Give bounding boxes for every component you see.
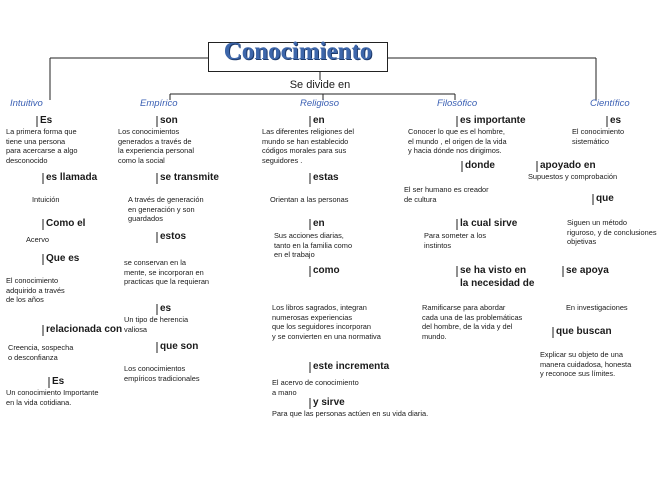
description-line: La primera forma que (6, 127, 77, 136)
description-line: desconocido (6, 155, 48, 165)
column-heading-3: Filosófico (437, 98, 478, 109)
description-block (540, 350, 631, 379)
description-line: Acervo (26, 235, 50, 244)
description-line: mente, se incorporan en (124, 267, 204, 277)
description-line: El conocimiento (572, 127, 625, 136)
description-line: practicas que la requieran (124, 277, 210, 287)
description-line: como la social (118, 155, 165, 165)
link-phrase: en (313, 218, 325, 229)
description-line: seguidores . (262, 155, 303, 165)
description-line: del hombre, de la vida y del (422, 322, 513, 332)
description-block (572, 127, 624, 146)
link-phrase: se ha visto en (460, 265, 527, 276)
description-line: Explicar su objeto de una (540, 350, 623, 359)
description-line: numerosas experiencias (272, 312, 353, 322)
link-phrase: Que es (46, 253, 80, 264)
description-block (270, 195, 348, 205)
description-block (408, 127, 507, 156)
description-line: Los conocimientos (124, 364, 186, 373)
description-line: y reconoce sus límites. (540, 369, 616, 379)
description-line: Los libros sagrados, integran (272, 303, 367, 312)
description-block (124, 364, 200, 383)
description-line: empíricos tradicionales (124, 373, 200, 383)
description-line: en la vida cotidiana. (6, 397, 72, 407)
description-line: En investigaciones (566, 303, 628, 312)
description-line: o desconfianza (8, 352, 58, 362)
description-line: que los seguidores incorporan (272, 322, 372, 332)
link-phrase: se apoya (566, 265, 609, 276)
description-block (124, 315, 188, 334)
description-line: instintos (424, 240, 452, 250)
link-phrase: la cual sirve (460, 218, 518, 229)
description-line: mundo. (422, 331, 447, 341)
description-block (566, 303, 628, 313)
description-line: Para someter a los (424, 231, 487, 240)
description-line: sistemático (572, 136, 609, 146)
description-line: A través de generación (128, 195, 204, 204)
description-line: El ser humano es creador (404, 185, 489, 194)
description-block (8, 343, 73, 362)
description-line: Supuestos y comprobación (528, 172, 618, 181)
description-line: Orientan a las personas (270, 195, 349, 204)
link-phrase: Como el (46, 218, 86, 229)
description-line: y hacia dónde nos dirigimos. (408, 146, 502, 156)
description-line: Conocer lo que es el hombre, (408, 127, 505, 136)
link-phrase: que (596, 193, 614, 204)
description-line: Los conocimientos (118, 127, 180, 136)
link-phrase: que son (160, 341, 199, 352)
column-heading-0: Intuitivo (10, 98, 43, 109)
description-line: tanto en la familia como (274, 240, 353, 250)
description-line: se conservan en la (124, 258, 187, 267)
link-phrase: es llamada (46, 172, 98, 183)
column-heading-2: Religioso (300, 98, 340, 109)
description-line: Las diferentes religiones del (262, 127, 355, 136)
description-block (272, 378, 359, 397)
link-phrase: que buscan (556, 326, 612, 337)
description-line: Un conocimiento Importante (6, 388, 99, 397)
description-line: de cultura (404, 194, 437, 204)
link-phrase: la necesidad de (460, 278, 535, 289)
description-line: adquirido a través (6, 285, 65, 295)
description-line: Sus acciones diarias, (274, 231, 344, 240)
link-phrase: en (313, 115, 325, 126)
description-line: para acercarse a algo (6, 146, 78, 156)
link-phrase: donde (465, 160, 495, 171)
description-line: el mundo , el origen de la vida (408, 136, 507, 146)
description-line: tiene una persona (6, 136, 66, 146)
description-block (6, 276, 65, 305)
description-line: de los años (6, 295, 44, 305)
description-block (124, 258, 209, 287)
description-block (274, 231, 352, 260)
description-line: en generación y son (128, 204, 195, 214)
description-line: mundo se han establecido (262, 136, 349, 146)
description-line: Un tipo de herencia (124, 315, 189, 324)
link-phrase: Es (52, 376, 65, 387)
column-heading-1: Empírico (140, 98, 178, 109)
description-block (118, 127, 194, 165)
link-phrase: es importante (460, 115, 526, 126)
description-block (262, 127, 354, 165)
description-line: valiosa (124, 324, 148, 334)
description-line: riguroso, y de conclusiones (567, 227, 657, 237)
description-block (32, 195, 60, 205)
link-phrase: estas (313, 172, 339, 183)
link-phrase: y sirve (313, 397, 345, 408)
description-line: El conocimiento (6, 276, 59, 285)
description-line: El acervo de conocimiento (272, 378, 359, 387)
description-line: cada una de las problemáticas (422, 312, 523, 322)
link-phrase: es (610, 115, 622, 126)
description-line: la experiencia personal (118, 146, 195, 156)
link-phrase: este incrementa (313, 361, 390, 372)
page-title: Conocimiento (223, 38, 373, 65)
description-line: objetivas (567, 237, 597, 247)
description-block (26, 235, 49, 245)
link-phrase: estos (160, 231, 187, 242)
description-block (128, 195, 204, 224)
description-line: y se convierten en una normativa (272, 331, 381, 341)
description-line: Intuición (32, 195, 60, 204)
description-line: Ramificarse para abordar (422, 303, 506, 312)
description-block (6, 388, 98, 407)
description-line: códigos morales para sus (262, 146, 347, 156)
description-block (422, 303, 522, 341)
column-heading-4: Científico (590, 98, 630, 109)
description-line: Siguen un método (567, 218, 627, 227)
description-line: Creencia, sospecha (8, 343, 74, 352)
description-line: a mano (272, 387, 297, 397)
link-phrase: se transmite (160, 172, 219, 183)
subtitle: Se divide en (289, 79, 351, 91)
link-phrase: es (160, 303, 172, 314)
link-phrase: Es (40, 115, 53, 126)
description-block (528, 172, 617, 182)
description-line: generados a través de (118, 136, 192, 146)
description-block (424, 231, 486, 250)
description-block (272, 409, 428, 419)
description-line: guardados (128, 214, 163, 224)
description-block (567, 218, 657, 247)
description-block (6, 127, 78, 165)
description-block (272, 303, 381, 341)
link-phrase: como (313, 265, 340, 276)
link-phrase: son (160, 115, 178, 126)
link-phrase: apoyado en (540, 160, 596, 171)
description-line: Para que las personas actúen en su vida diaria. (272, 409, 429, 418)
description-block (404, 185, 489, 204)
description-line: en el trabajo (274, 250, 315, 260)
link-phrase: relacionada con (46, 324, 123, 335)
description-line: manera cuidadosa, honesta (540, 359, 632, 369)
